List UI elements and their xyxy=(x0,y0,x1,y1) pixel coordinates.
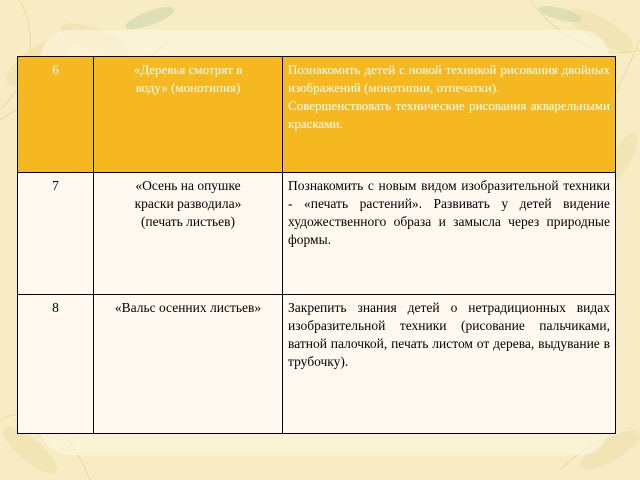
lesson-number: 6 xyxy=(18,57,94,173)
lesson-plan-table xyxy=(17,56,616,434)
table-row xyxy=(18,57,616,173)
lesson-topic-line: «Осень на опушке xyxy=(135,177,241,193)
lesson-topic xyxy=(94,172,283,294)
lesson-number: 8 xyxy=(18,295,94,434)
lesson-goal-paragraph: Познакомить детей с новой техникой рисования двойных изображений (монотипии, отпечатки). xyxy=(288,62,610,95)
table-row xyxy=(18,172,616,294)
lesson-goal-paragraph: Закрепить знания детей о нетрадиционных видах изобразительной техники (рисование пальчиками, ватной палочкой, печать листом от дерева, выдувание в трубочку). xyxy=(288,300,610,370)
lesson-goal xyxy=(283,57,616,173)
lesson-topic-line: (печать листьев) xyxy=(140,213,236,229)
lesson-goal-paragraph: Совершенствовать технические рисования акварельными красками. xyxy=(288,98,610,131)
table-row xyxy=(18,295,616,434)
lesson-goal xyxy=(283,172,616,294)
lesson-number: 7 xyxy=(18,172,94,294)
lesson-goal xyxy=(283,295,616,434)
lesson-topic-line: «Деревья смотрят в xyxy=(133,62,243,77)
lesson-topic-line: воду» (монотипия) xyxy=(135,80,241,95)
lesson-topic xyxy=(94,295,283,434)
lesson-topic-line: краски разводила» xyxy=(134,195,242,211)
lesson-topic-line: «Вальс осенних листьев» xyxy=(114,300,262,316)
lesson-goal-paragraph: Познакомить с новым видом изобразительной техники - «печать растений». Развивать у детей видение художественного образа и замысла через природные формы. xyxy=(288,177,610,247)
lesson-topic xyxy=(94,57,283,173)
